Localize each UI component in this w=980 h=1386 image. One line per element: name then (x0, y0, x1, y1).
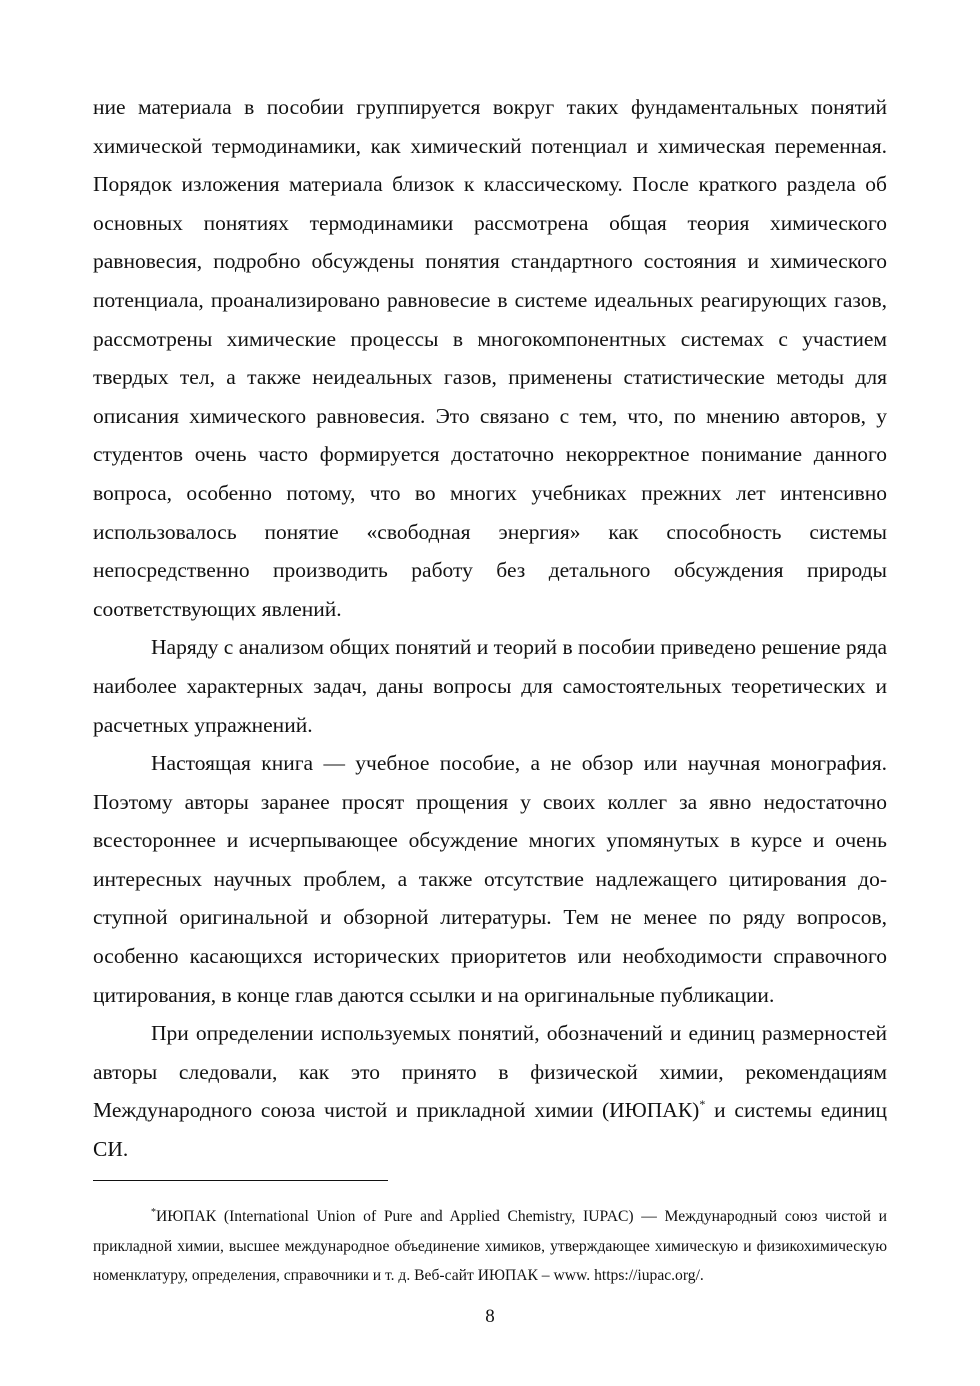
paragraph-4-text-before: При определении используемых понятий, обозначений и единиц размерностей авторы следовали, как это принято в физической химии, рекомендациям Международного союза чистой и прикладной химии (ИЮПАК) (93, 1021, 887, 1123)
footnote-mark: * (151, 1207, 156, 1218)
paragraph-1: ние материала в пособии группируется вокруг таких фундаментальных понятий химической термодинамики, как химический потенциал и химическая переменная. Порядок изложения материала близок к классическому. После краткого раздела об основных понятиях термодинамики рассмотрена общая теория химического равновесия, подробно обсуждены понятия стандартного состояния и химического потенциала, проанализировано равновесие в системе идеальных реагирующих газов, рассмотрены химические процессы в многокомпонентных системах с участием твердых тел, а также неидеальных газов, применены статистические методы для описания химического равновесия. Это связано с тем, что, по мнению авторов, у студентов очень часто формируется достаточно некорректное понимание данного вопроса, особенно потому, что во многих учебниках прежних лет интенсивно использовалось понятие «свободная энергия» как способность системы непосредственно производить работу без детального обсуждения природы соответствующих явлений. (93, 95, 887, 621)
paragraph-4 (93, 1014, 887, 1168)
paragraph-3: Настоящая книга — учебное пособие, а не обзор или научная монография. Поэтому авторы заранее просят прощения у своих коллег за явно недостаточно всестороннее и исчерпывающее обсуждение многих упомянутых в курсе и очень интересных научных проблем, а также отсутствие надлежащего цитирования доступной оригинальной и обзорной литературы. Тем не менее по ряду вопросов, особенно касающихся исторических приоритетов или необходимости справочного цитирования, в конце глав даются ссылки и на оригинальные публикации. (93, 751, 887, 1007)
footnote-text: ИЮПАК (International Union of Pure and Applied Chemistry, IUPAC) — Международный союз чистой и прикладной химии, высшее международное объединение химиков, утверждающее химическую и физикохимическую номенклатуру, определения, справочники и т. д. Веб-сайт ИЮПАК – www. https://iupac.org/. (93, 1208, 887, 1284)
footnote (93, 1202, 887, 1291)
footnote-reference-mark[interactable]: * (699, 1097, 706, 1112)
page-number: 8 (485, 1306, 495, 1327)
paragraph-4-text-after: и системы единиц СИ. (93, 1098, 888, 1162)
footnote-separator (93, 1180, 388, 1181)
paragraph-2: Наряду с анализом общих понятий и теорий в пособии приведено решение ряда наиболее характерных задач, даны вопросы для самостоятельных теоретических и расчетных упражнений. (93, 635, 887, 737)
page-body (93, 88, 887, 1169)
